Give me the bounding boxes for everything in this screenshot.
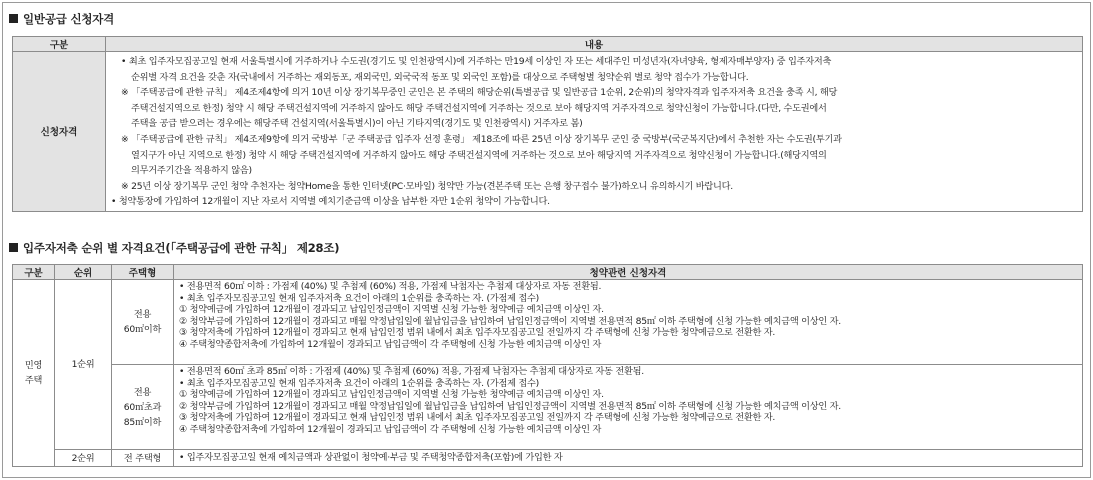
- housing-type-all: 전 주택형: [112, 450, 174, 467]
- requirement-line: ② 청약부금에 가입하여 12개월이 경과되고 매월 약정납입일에 월납입금을 납입하여 납입인정금액이 지역별 전용면적 85㎡ 이하 주택형에 신청 가능한 예치금액 이상인 자.: [179, 315, 841, 327]
- rank2-row: [13, 450, 1083, 467]
- rank1-type-b-row: [13, 365, 1083, 450]
- requirements-rank2: [174, 450, 1083, 467]
- header-category: 구분: [13, 265, 55, 280]
- content-line: 주택을 공급 받으려는 경우에는 해당주택 건설지역(서울특별시)이 아닌 기타지역(경기도 및 인천광역시) 거주자로 봄): [131, 118, 583, 130]
- eligibility-row: [13, 52, 1083, 212]
- eligibility-table: [12, 36, 1083, 212]
- header-category: 구분: [13, 37, 106, 52]
- section1-title: 일반공급 신청자격: [23, 12, 115, 26]
- requirements-type-b: [174, 365, 1083, 450]
- header-content: 내용: [106, 37, 1083, 52]
- requirement-line: ④ 주택청약종합저축에 가입하여 12개월이 경과되고 납입금액이 각 주택형에 신청 가능한 예치금액 이상인 자: [179, 338, 602, 350]
- requirement-line: • 전용면적 60㎡ 초과 85㎡ 이하 : 가점제 (40%) 및 추첨제 (60%) 적용, 가점제 낙첨자는 추첨제 대상자로 자동 전환됨.: [179, 366, 644, 377]
- requirement-line: ④ 주택청약종합저축에 가입하여 12개월이 경과되고 납입금액이 각 주택형에 신청 가능한 예치금액 이상인 자: [179, 423, 602, 435]
- rank-2-label: 2순위: [55, 450, 112, 467]
- section2-title: 입주자저축 순위 별 자격요건(「주택공급에 관한 규칙」 제28조): [23, 241, 340, 255]
- content-line: • 최초 입주자모집공고일 현재 서울특별시에 거주하거나 수도권(경기도 및 인천광역시)에 거주하는 만19세 이상인 자 또는 세대주인 미성년자(자녀양육, 형제자매부양자) 중 입주자저축: [121, 56, 832, 67]
- content-line: ※ 「주택공급에 관한 규칙」 제4조제9항에 의거 국방부「군 주택공급 입주자 선정 훈령」 제18조에 따른 25년 이상 장기복무 군인 중 국방부(국군복지단)에서 추천한 자는 수도권(투기과: [121, 133, 842, 145]
- content-line: • 청약통장에 가입하여 12개월이 지난 자로서 지역별 예치기준금액 이상을 납부한 자만 1순위 청약이 가능합니다.: [111, 196, 550, 208]
- square-bullet-icon: [9, 14, 18, 23]
- rank-header-row: [13, 265, 1083, 280]
- rank-requirements-table: [12, 264, 1083, 467]
- row-label-eligibility: 신청자격: [13, 52, 106, 212]
- rank-1-label: 1순위: [55, 280, 112, 450]
- requirement-line: ③ 청약저축에 가입하여 12개월이 경과되고 현재 납입인정 범위 내에서 최초 입주자모집공고일 전일까지 각 주택형에 신청 가능한 청약예금으로 전환한 자.: [179, 327, 776, 339]
- header-rank: 순위: [55, 265, 112, 280]
- requirement-line: • 전용면적 60㎡ 이하 : 가점제 (40%) 및 추첨제 (60%) 적용, 가점제 낙첨자는 추첨제 대상자로 자동 전환됨.: [179, 281, 602, 292]
- requirement-line: ① 청약예금에 가입하여 12개월이 경과되고 납입인정금액이 지역별 신청 가능한 청약예금 예치금액 이상인 자.: [179, 389, 604, 401]
- content-line: 의무거주기간을 적용하지 않음): [131, 165, 252, 177]
- content-line: 열지구가 아닌 지역으로 한정) 청약 시 해당 주택건설지역에 거주하지 않아도 해당 주택건설지역에 거주하는 것으로 보아 해당지역 거주자격으로 청약신청이 가능합니다.(해당지역의: [131, 149, 827, 161]
- housing-type-a: 전용 60㎡이하: [112, 280, 174, 365]
- requirement-line: • 최초 입주자모집공고일 현재 입주자저축 요건이 아래의 1순위를 충족하는 자. (가점제 접수): [179, 292, 539, 304]
- requirement-line: • 입주자모집공고일 현재 예치금액과 상관없이 청약예·부금 및 주택청약종합저축(포함)에 가입한 자: [179, 452, 563, 464]
- square-bullet-icon: [9, 243, 18, 252]
- content-line: 주택건설지역으로 한정) 청약 시 해당 주택건설지역에 거주하지 않아도 해당 주택건설지역에 거주하는 것으로 보아 해당지역 거주자격으로 청약신청이 가능합니다.(다만, 수도권에서: [131, 102, 827, 114]
- content-line: ※ 「주택공급에 관한 규칙」 제4조제4항에 의거 10년 이상 장기복무중인 군인은 본 주택의 해당순위(특별공급 및 일반공급 1순위, 2순위)의 청약자격과 입주자저축 요건을 충족 시, 해당: [121, 87, 838, 99]
- housing-type-b: 전용 60㎡초과 85㎡이하: [112, 365, 174, 450]
- header-housing-type: 주택형: [112, 265, 174, 280]
- requirement-line: ① 청약예금에 가입하여 12개월이 경과되고 납입인정금액이 지역별 신청 가능한 청약예금 예치금액 이상인 자.: [179, 304, 604, 316]
- section1-heading: [9, 11, 114, 27]
- requirement-line: ③ 청약저축에 가입하여 12개월이 경과되고 현재 납입인정 범위 내에서 최초 입주자모집공고일 전일까지 각 주택형에 신청 가능한 청약예금으로 전환한 자.: [179, 412, 776, 424]
- requirements-type-a: [174, 280, 1083, 365]
- requirement-line: • 최초 입주자모집공고일 현재 입주자저축 요건이 아래의 1순위를 충족하는 자. (가점제 접수): [179, 377, 539, 389]
- category-private-housing: 민영 주택: [13, 280, 55, 467]
- content-line: ※ 25년 이상 장기복무 군인 청약 추천자는 청약Home을 통한 인터넷(PC·모바일) 청약만 가능(견본주택 또는 은행 창구접수 불가)하오니 유의하시기 바랍니다.: [121, 180, 733, 192]
- header-requirements: 청약관련 신청자격: [174, 265, 1083, 280]
- rank1-type-a-row: [13, 280, 1083, 365]
- content-line: 순위별 자격 요건을 갖춘 자(국내에서 거주하는 재외동포, 재외국민, 외국국적 동포 및 외국인 포함)를 대상으로 주택형별 청약순위 별로 청약 접수가 가능합니다.: [131, 71, 749, 83]
- eligibility-header-row: [13, 37, 1083, 52]
- section2-heading: [9, 240, 339, 256]
- eligibility-content: [106, 52, 1083, 212]
- requirement-line: ② 청약부금에 가입하여 12개월이 경과되고 매월 약정납입일에 월납입금을 납입하여 납입인정금액이 지역별 전용면적 85㎡ 이하 주택형에 신청 가능한 예치금액 이상인 자.: [179, 400, 841, 412]
